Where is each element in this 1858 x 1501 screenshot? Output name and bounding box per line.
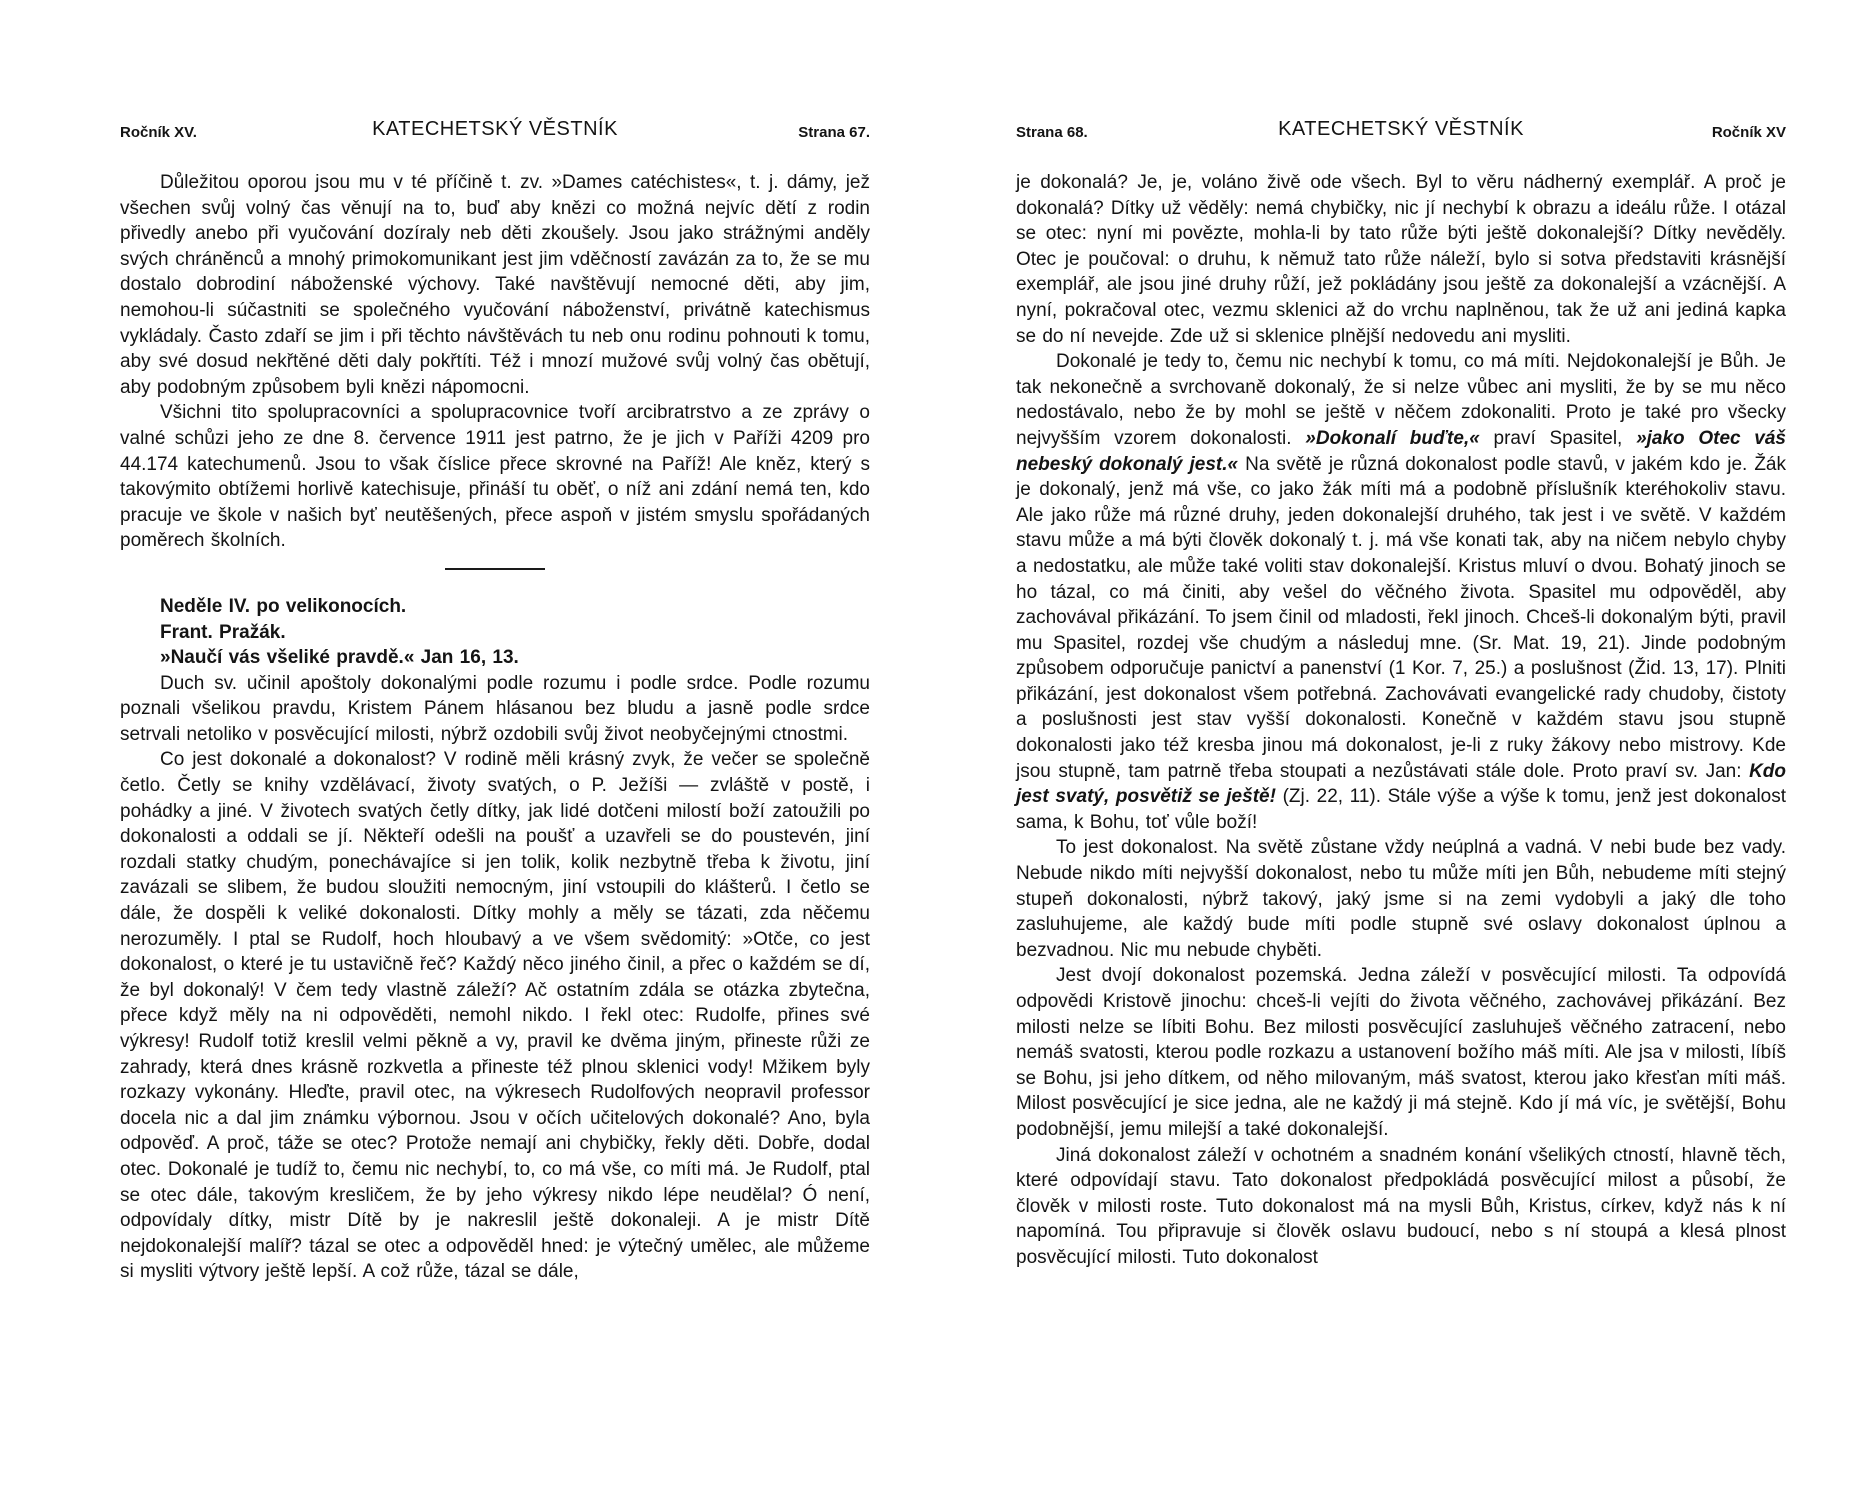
right-page-header — [1016, 118, 1786, 148]
page-number: Strana 68. — [1016, 124, 1088, 141]
scripture-quote: »Dokonalí buďte,« — [1305, 427, 1480, 449]
text-run: Dokonalé je tedy to, čemu nic nechybí k tomu, co má míti. Nejdokonalejší je Bůh. Je tak nekonečně a svrchovaně dokonalý, že si nelze vůbec ani mysliti, že by se mu něco nedostávalo, nebo že by mohl se ještě v něčem zdokonaliti. Proto je také pro všecky nejvyšším vzorem dokonalosti. — [1016, 351, 1786, 449]
text-run: praví Spasitel, — [1493, 427, 1623, 449]
sermon-title: Neděle IV. po velikonocích. — [160, 595, 407, 617]
paragraph: Jest dvojí dokonalost pozemská. Jedna záleží v posvěcující milosti. Ta odpovídá odpovědi Kristově jinochu: chceš-li vejíti do života věčného, zachovávej přikázání. Bez milosti nelze se líbiti Bohu. Bez milosti posvěcující zasluhuješ věčného zatracení, nebo nemáš svatosti, kterou podle rozkazu a ustanovení božího máš míti. Ale jsa v milosti, líbíš se Bohu, jsi jeho dítkem, od něho milovaným, máš svatost, kterou jako křesťan míti máš. Milost posvěcující je sice jedna, ale ne každý ji má stejně. Kdo jí má víc, je světější, Bohu podobnější, jemu milejší a také dokonalejší. — [1016, 965, 1786, 1140]
paragraph: Důležitou oporou jsou mu v té příčině t. zv. »Dames catéchistes«, t. j. dámy, jež všechen svůj volný čas věnují na to, buď aby knězi co možná nejvíc dětí z rodin přivedly anebo při vyučování dozíraly neb děti zkoušely. Jsou jako strážnými anděly svých chráněnců a mnohý primokomunikant jest jim vděčností zavázán za to, že se mu dostalo dobrodiní náboženské výchovy. Také navštěvují nemocné děti, aby jim, nemohou-li súčastniti se společného vyučování náboženství, privátně katechismus vykládaly. Často zdaří se jim i při těchto návštěvách tu neb onu rodinu pohnouti k tomu, aby své dosud nekřtěné děti daly pokřtíti. Též i mnozí mužové svůj volný čas obětují, aby podobným způsobem byli knězi nápomocni. — [120, 172, 870, 398]
sermon-epigraph: »Naučí vás všeliké pravdě.« Jan 16, 13. — [160, 647, 519, 669]
sermon-author: Frant. Pražák. — [160, 621, 286, 643]
scripture-quote: »jako Otec váš nebeský dokonalý jest.« — [1016, 427, 1787, 475]
text-run: Na světě je různá dokonalost podle stavů, v jakém kdo je. Žák je dokonalý, jenž má vše, co jako žák míti má a podobně příslušník kteréhokoliv stavu. Ale jako růže má různé druhy, jeden dokonalejší druhého, tak jest i ve světě. V každém stavu může a má býti člověk dokonalý t. j. má vše konati tak, aby na ničem nebylo chyby a nedostatku, ale může také voliti stav dokonalejší. Kristus mluví o dvou. Bohatý jinoch se ho tázal, co má činiti, aby vešel do věčného života. Spasitel mu odpověděl, aby zachovával přikázání. To jsem činil od mladosti, řekl jinoch. Chceš-li dokonalým býti, pravil mu Spasitel, rozdej vše chudým a následuj mne. (Sr. Mat. 19, 21). Jinde podobným způsobem odporučuje panictví a panenství (1 Kor. 7, 25.) a poslušnost (Žid. 13, 17). Plniti přikázání, jest dokonalost všem potřebná. Zachovávati evangelické rady chudoby, čistoty a poslušnosti jest stav vyšší dokonalosti. Konečně v každém stavu jsou stupně dokonalosti jako též kresba jinou má dokonalost, je-li z ruky žákovy nebo mistrovy. Kde jsou stupně, tam patrně třeba stoupati a nezůstávati stále dole. Proto praví sv. Jan: — [1016, 453, 1786, 782]
paragraph: je dokonalá? Je, je, voláno živě ode všech. Byl to věru nádherný exemplář. A proč je dokonalá? Dítky už věděly: nemá chybičky, nic jí nechybí k obrazu a ideálu růže. I otázal se otec: nyní mi povězte, mohla-li by tato růže býti ještě dokonalejší? Dítky nevěděly. Otec je poučoval: o druhu, k němuž tato růže náleží, bylo si sotva představiti krásnější exemplář, ale jsou jiné druhy růží, jež pokládány jsou ještě za dokonalejší a vzácnější. A nyní, pokračoval otec, vezmu sklenici až do vrchu naplněnou, tak že už ani jediná kapka se do ní nevejde. Zde už si sklenice plnější nedovedu ani mysliti. — [1016, 172, 1786, 347]
journal-title: KATECHETSKÝ VĚSTNÍK — [372, 118, 618, 140]
page-number: Strana 67. — [798, 124, 870, 141]
volume-label: Ročník XV — [1711, 124, 1786, 141]
paragraph: Jiná dokonalost záleží v ochotném a snadném konání všelikých ctností, hlavně těch, které odpovídají stavu. Tato dokonalost předpokládá posvěcující milost a působí, že člověk v milosti roste. Tuto dokonalost má na mysli Bůh, Kristus, církev, když nás k ní napomíná. Tou připravuje si člověk oslavu budoucí, nebo s ní stoupá a klesá plnost posvěcující milosti. Tuto dokonalost — [1016, 1144, 1786, 1268]
journal-title: KATECHETSKÝ VĚSTNÍK — [1278, 118, 1524, 140]
paragraph: Duch sv. učinil apoštoly dokonalými podle rozumu i podle srdce. Podle rozumu poznali všelikou pravdu, Kristem Pánem hlásanou bez bludu a jasně podle srdce setrvali netoliko v posvěcující milosti, nýbrž ozdobili svůj život neobyčejnými ctnostmi. — [120, 672, 870, 745]
left-page-body — [120, 170, 870, 1285]
paragraph: Co jest dokonalé a dokonalost? V rodině měli krásný zvyk, že večer se společně četlo. Četly se knihy vzdělávací, životy svatých, o P. Ježíši — zvláště v postě, i pohádky a jiné. V životech svatých četly dítky, jak lidé dotčeni milostí boží zatoužili po dokonalosti a oddali se jí. Někteří odešli na poušť a uzavřeli se do poustevén, jiní rozdali statky chudým, ponechávajíce si jen tolik, kolik nezbytně třeba k životu, jiní zavázali se slibem, že budou sloužiti nemocným, jiní vstoupili do klášterů. I četlo se dále, že dospěli k veliké dokonalosti. Dítky mohly a měly se tázati, zda něčemu nerozuměly. I ptal se Rudolf, hoch hloubavý a ve všem svědomitý: »Otče, co jest dokonalost, o které je tu ustavičně řeč? Každý něco jiného činil, a přec o každém se dí, že byl dokonalý! V čem tedy vlastně záleží? Ač ostatním zdála se otázka zbytečna, přece když měly na ni odpověděti, nemohl nikdo. I řekl otec: Rudolfe, přines své výkresy! Rudolf totiž kreslil velmi pěkně a vy, pravil ke dvěma jiným, přineste růži ze zahrady, která dnes krásně rozkvetla a přineste též plnou sklenici vody! Mžikem byly rozkazy vykonány. Hleďte, pravil otec, na výkresech Rudolfových neopravil professor docela nic a dal jim známku výbornou. Jsou v očích učitelových dokonalé? Ano, byla odpověď. A proč, táže se otec? Protože nemají ani chybičky, řekly děti. Dobře, dodal otec. Dokonalé je tudíž to, čemu nic nechybí, to, co má vše, co míti má. Je Rudolf, ptal se otec dále, takovým kresličem, že by jeho výkresy nikdo lépe neudělal? Ó není, odpovídaly dítky, mistr Dítě by je nakreslil ještě dokonaleji. A je mistr Dítě nejdokonalejší malíř? tázal se otec a odpověděl hned: je výtečný umělec, ale můžeme si mysliti výtvory ještě lepší. A což růže, tázal se dále, — [120, 749, 870, 1283]
right-page-body — [1016, 170, 1786, 1271]
paragraph — [1016, 349, 1786, 835]
scripture-quote: Kdo jest svatý, posvětiž se ještě! — [1016, 760, 1786, 808]
text-run: (Zj. 22, 11). Stále výše a výše k tomu, jenž jest dokonalost sama, k Bohu, toť vůle boží! — [1016, 786, 1787, 833]
section-divider — [445, 568, 545, 570]
right-page — [1016, 0, 1786, 1501]
left-page — [120, 0, 870, 1501]
paragraph: To jest dokonalost. Na světě zůstane vždy neúplná a vadná. V nebi bude bez vady. Nebude nikdo míti nejvyšší dokonalost, nebo tu může míti jen Bůh, nebudeme míti stejný stupeň dokonalosti, nýbrž takový, jaký jsme si na zemi vydobyli a jaký dle toho zasluhujeme, ale každý bude míti podle stupně své oslavy dokonalost úplnou a bezvadnou. Nic mu nebude chyběti. — [1016, 837, 1786, 961]
paragraph: Všichni tito spolupracovníci a spolupracovnice tvoří arcibratrstvo a ze zprávy o valné schůzi jeho ze dne 8. července 1911 jest patrno, že je jich v Paříži 4209 pro 44.174 katechumenů. Jsou to však číslice přece skrovné na Paříž! Ale kněz, který s takovýmito obtížemi horlivě katechisuje, přináší tu oběť, o níž ani zdání nemá ten, kdo pracuje ve škole v našich byť neutěšených, přece aspoň v jistém smyslu spořádaných poměrech školních. — [120, 402, 870, 552]
volume-label: Ročník XV. — [120, 124, 197, 141]
left-page-header — [120, 118, 870, 148]
